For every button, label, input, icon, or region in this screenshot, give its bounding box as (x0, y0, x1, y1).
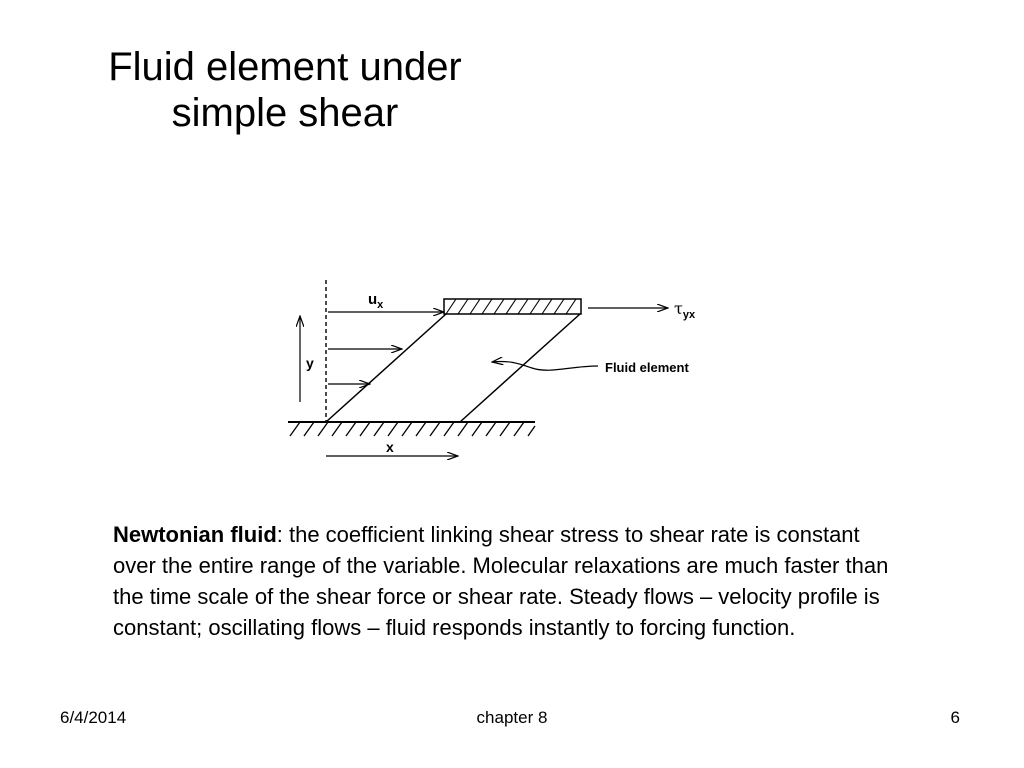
title-line-1: Fluid element under (108, 45, 462, 89)
bottom-wall (288, 422, 535, 436)
x-axis-label: x (386, 439, 394, 455)
velocity-label: $u_x$ (368, 291, 384, 311)
y-axis-label: y (306, 355, 314, 371)
fluid-element-outline (326, 314, 580, 422)
velocity-profile-arrows (328, 312, 444, 384)
title-line-2: simple shear (171, 91, 399, 135)
element-pointer (492, 361, 598, 370)
footer-page-number: 6 (950, 708, 960, 727)
shear-diagram (280, 270, 740, 470)
footer-date: 6/4/2014 (60, 708, 127, 727)
top-plate (444, 299, 581, 314)
stress-label: $\tau_{yx}$ (674, 299, 696, 321)
slide-title (60, 44, 510, 136)
fluid-element-label: Fluid element (605, 360, 689, 375)
body-term: Newtonian fluid (113, 522, 277, 547)
footer-chapter: chapter 8 (476, 708, 548, 727)
body-definition: : the coefficient linking shear stress to shear rate is constant over the entire range of the variable. Molecular relaxations are much faster than the time scale of the shear force or shear rate. Steady flows – velocity profile is constant; oscillating flows – fluid responds instantly to forcing function. (113, 522, 889, 640)
newtonian-fluid-description (113, 519, 903, 643)
